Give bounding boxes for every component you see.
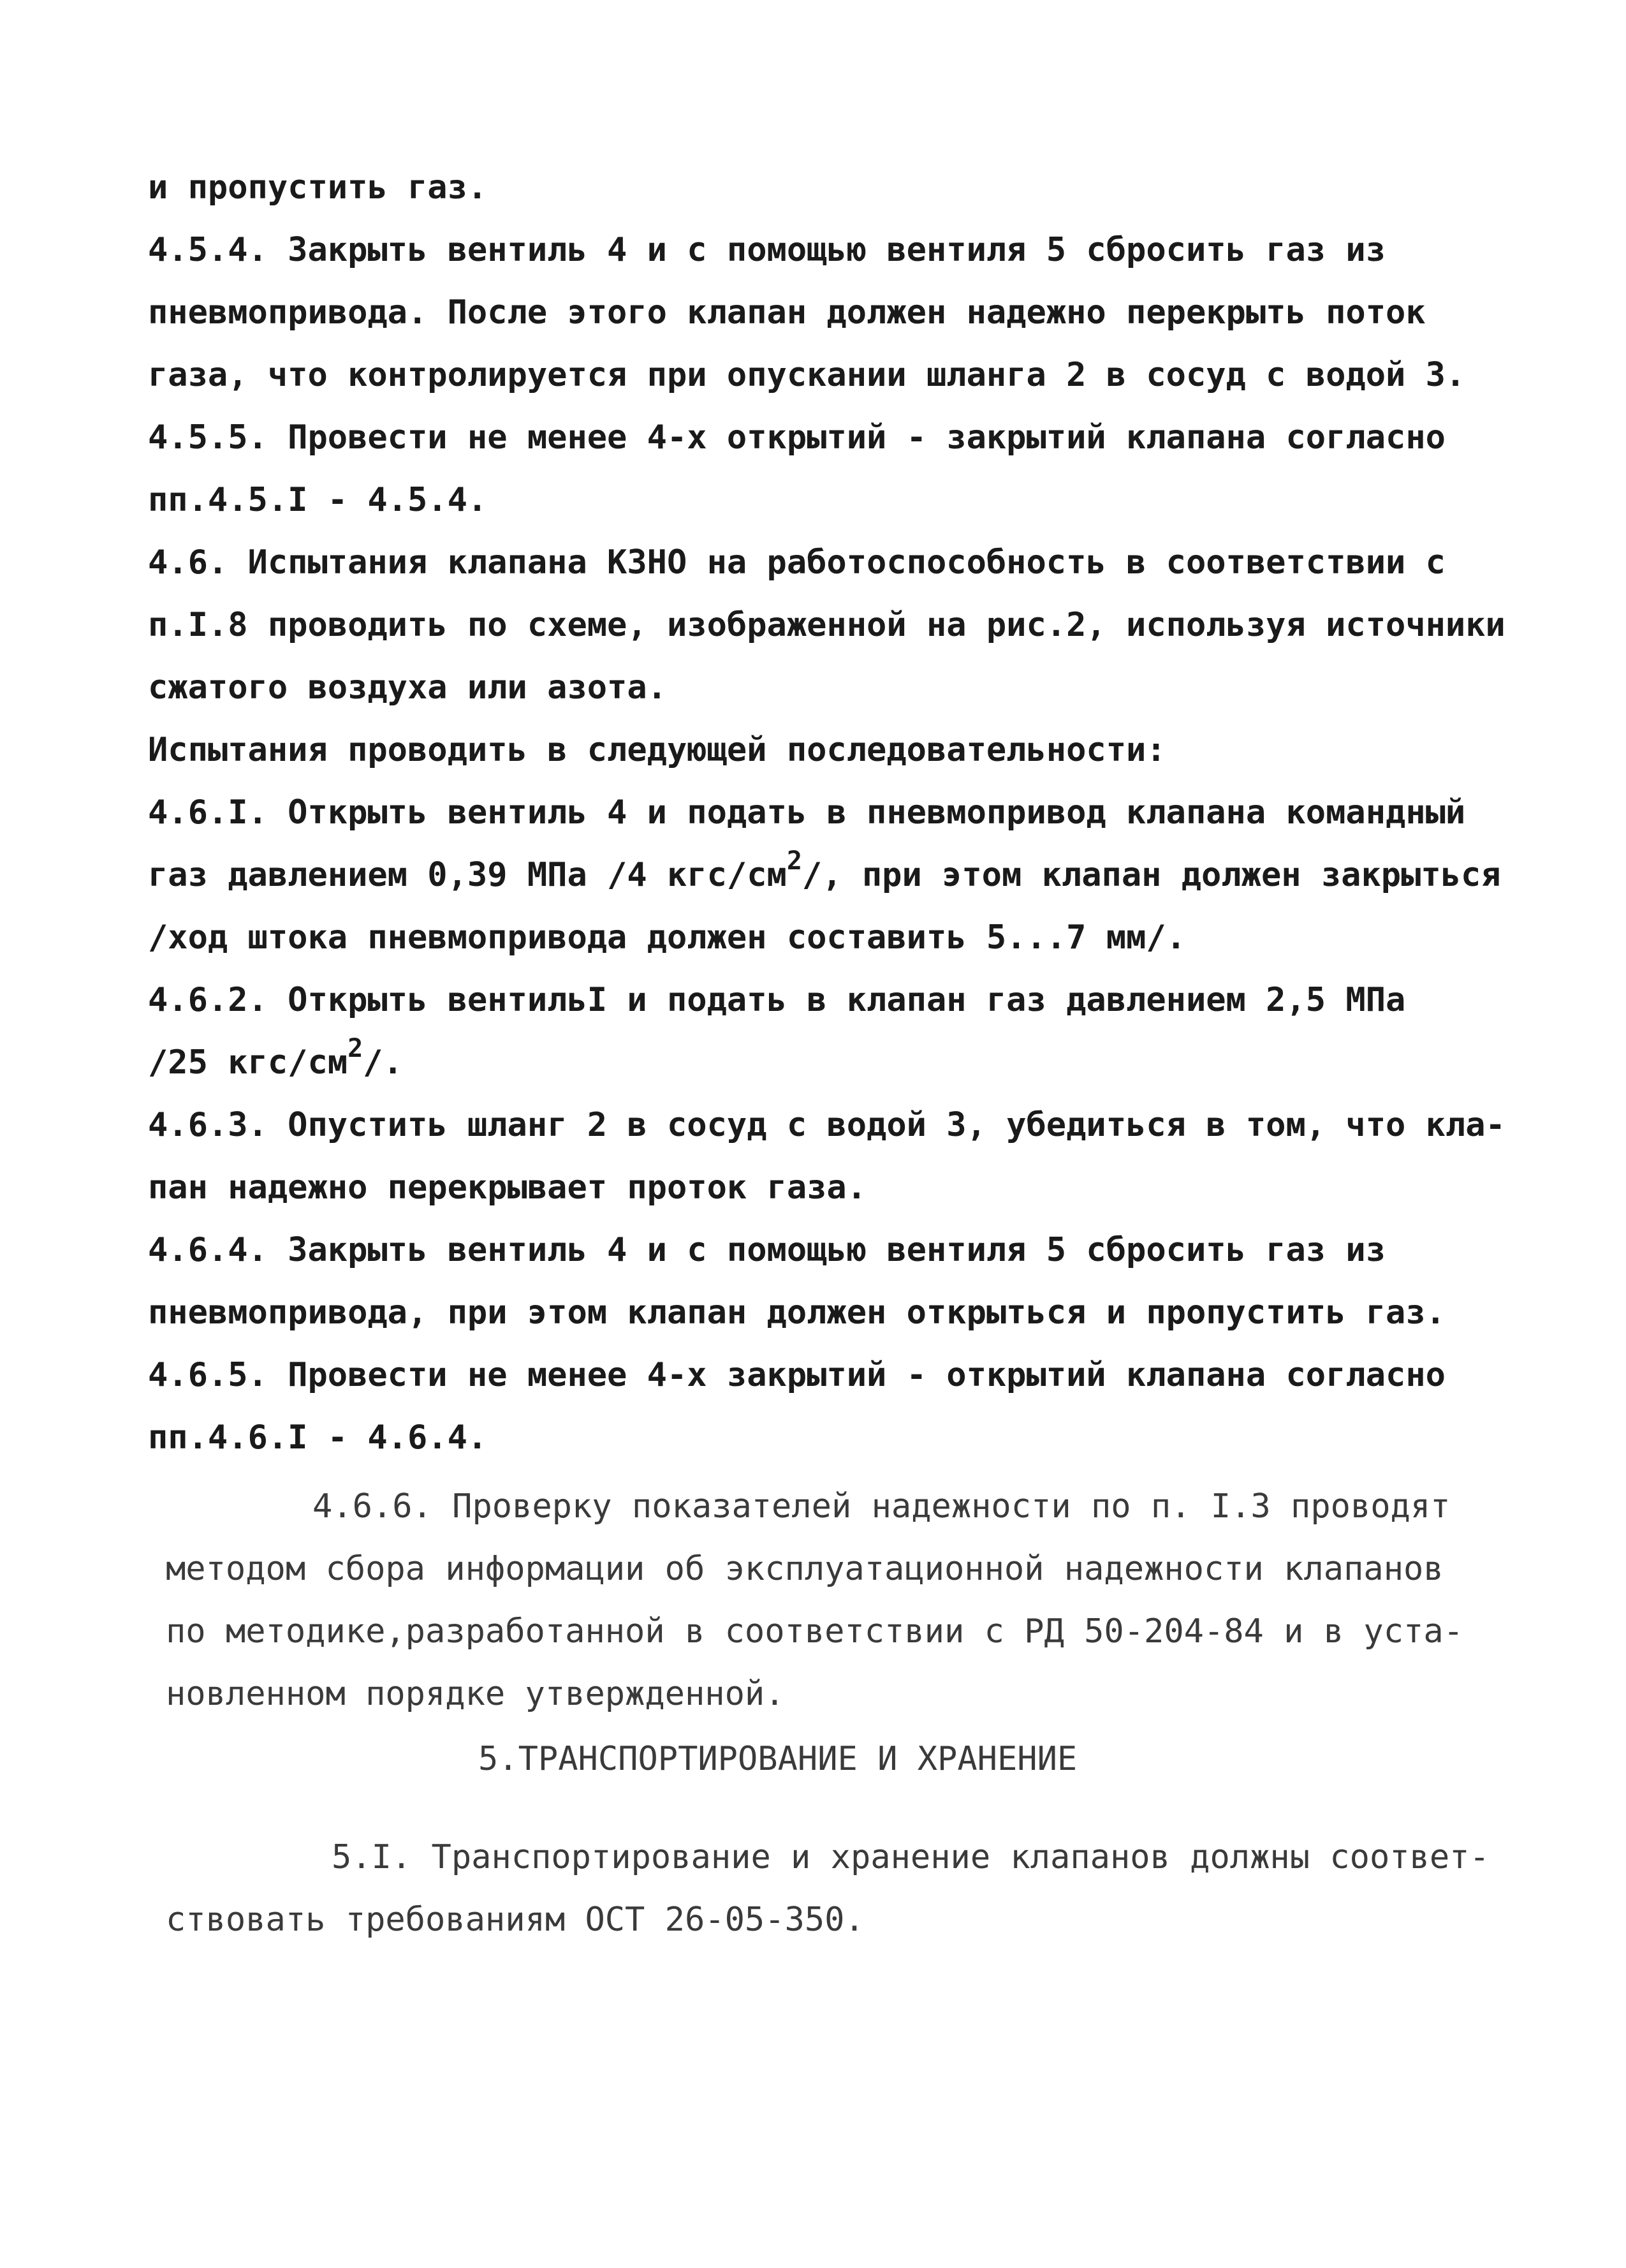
- text-line: ствовать требованиям ОСТ 26-05-350.: [166, 1901, 865, 1939]
- text-line: 4.6.I. Открыть вентиль 4 и подать в пневмопривод клапана командный: [148, 793, 1466, 832]
- text-line: 4.5.5. Провести не менее 4-х открытий - закрытий клапана согласно: [148, 418, 1446, 457]
- text-line: сжатого воздуха или азота.: [148, 668, 667, 707]
- text-line: 4.6.5. Провести не менее 4-х закрытий - открытий клапана согласно: [148, 1356, 1446, 1394]
- text-line-with-superscript: [148, 846, 1501, 895]
- text-line: и пропустить газ.: [148, 168, 488, 207]
- text-line: пневмопривода, при этом клапан должен открыться и пропустить газ.: [148, 1293, 1446, 1332]
- text-line: газа, что контролируется при опускании шланга 2 в сосуд с водой 3.: [148, 356, 1466, 394]
- text-line: 4.5.4. Закрыть вентиль 4 и с помощью вентиля 5 сбросить газ из: [148, 231, 1386, 269]
- text-line: 4.6. Испытания клапана КЗНО на работоспособность в соответствии с: [148, 543, 1446, 582]
- text-line: методом сбора информации об эксплуатационной надежности клапанов: [166, 1550, 1444, 1588]
- text-segment: /.: [363, 1043, 403, 1082]
- text-line: 4.6.6. Проверку показателей надежности по п. I.3 проводят: [312, 1487, 1451, 1526]
- text-line: пп.4.6.I - 4.6.4.: [148, 1418, 488, 1457]
- text-line: по методике,разработанной в соответствии с РД 50-204-84 и в уста-: [166, 1612, 1463, 1651]
- text-segment: газ давлением 0,39 МПа /4 кгс/см: [148, 856, 787, 894]
- text-line-with-superscript: [148, 1034, 403, 1083]
- section-heading: 5.ТРАНСПОРТИРОВАНИЕ И ХРАНЕНИЕ: [478, 1740, 1078, 1778]
- text-segment: /, при этом клапан должен закрыться: [802, 856, 1501, 894]
- text-line: 5.I. Транспортирование и хранение клапанов должны соответ-: [332, 1838, 1490, 1876]
- superscript: 2: [786, 846, 802, 876]
- text-line: пп.4.5.I - 4.5.4.: [148, 481, 488, 519]
- text-line: новленном порядке утвержденной.: [166, 1675, 785, 1713]
- text-line: /ход штока пневмопривода должен составить 5...7 мм/.: [148, 918, 1186, 957]
- text-line: пневмопривода. После этого клапан должен надежно перекрыть поток: [148, 293, 1426, 332]
- text-line: 4.6.4. Закрыть вентиль 4 и с помощью вентиля 5 сбросить газ из: [148, 1231, 1386, 1269]
- text-line: Испытания проводить в следующей последовательности:: [148, 731, 1166, 769]
- superscript: 2: [348, 1034, 363, 1063]
- text-line: п.I.8 проводить по схеме, изображенной на рис.2, используя источники: [148, 606, 1505, 644]
- text-line: 4.6.2. Открыть вентильI и подать в клапан газ давлением 2,5 МПа: [148, 981, 1406, 1019]
- text-line: пан надежно перекрывает проток газа.: [148, 1168, 867, 1207]
- text-line: 4.6.3. Опустить шланг 2 в сосуд с водой 3, убедиться в том, что кла-: [148, 1106, 1505, 1144]
- text-segment: /25 кгс/см: [148, 1043, 348, 1082]
